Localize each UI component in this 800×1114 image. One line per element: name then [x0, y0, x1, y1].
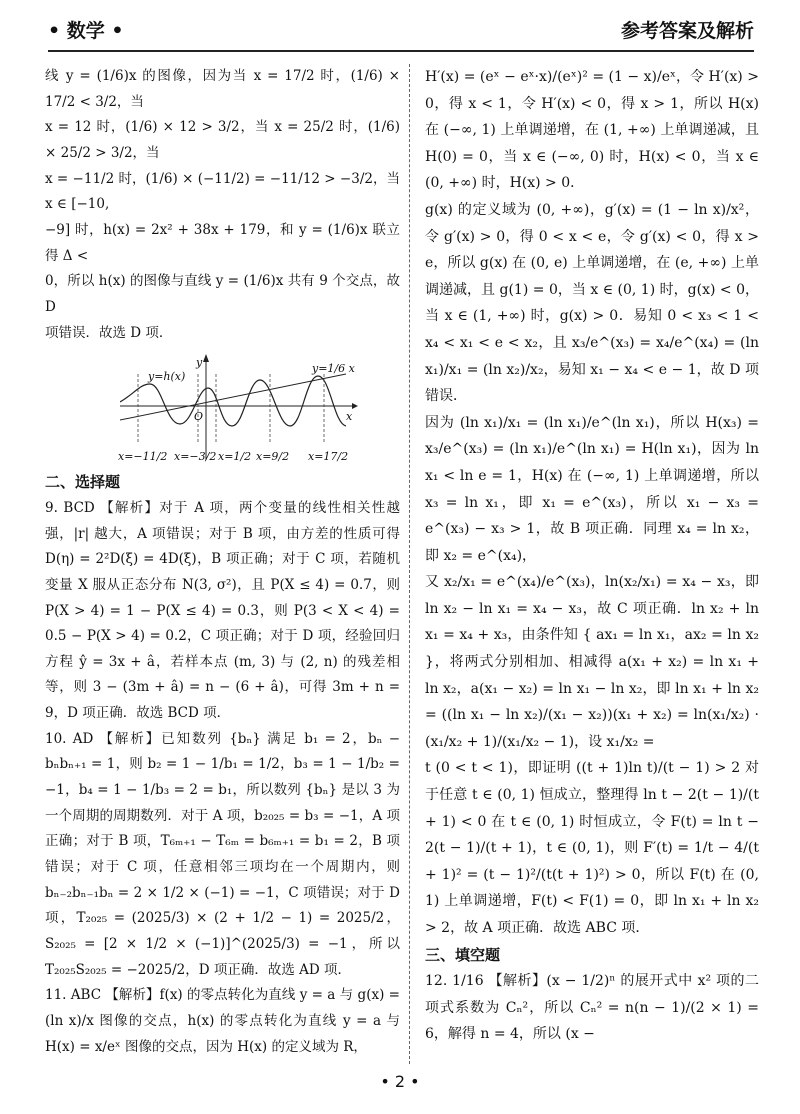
paragraph: t (0 < t < 1)，即证明 ((t + 1)ln t)/(t − 1) > 2 对于任意 t ∈ (0, 1) 恒成立，整理得 ln t − 2(t − 1)/(t + 1) < 0 在 t ∈ (0, 1) 时恒成立，令 F(t) = ln t − 2(t − 1)/(t + 1)，t ∈ (0, 1)，则 F′(t) = 1/t − 4/(t + 1)² = (t − 1)²/(t(t + 1)²) > 0，所以 F(t) 在 (0, 1) 上单调递增，F(t) < F(1) = 0，即 ln x₁ + ln x₂ > 2，故 A 项正确．故选 ABC 项．	[425, 760, 759, 936]
page-number: • 2 •	[380, 1072, 420, 1091]
line-label: y=1/6 x	[312, 362, 355, 376]
question-10: 10. AD 【解析】已知数列 {bₙ} 满足 b₁ = 2，bₙ − bₙbₙ₊₁ = 1，则 b₂ = 1 − 1/b₁ = 1/2，b₃ = 1 − 1/b₂ = −1，b₄ = 1 − 1/b₃ = 2 = b₁，所以数列 {bₙ} 是以 3 为一个周期的周期数列．对于 A 项，b₂₀₂₅ = b₃ = −1，A 项正确；对于 B 项，T₆ₘ₊₁ − T₆ₘ = b₆ₘ₊₁ = b₁ = 2，B 项错误；对于 C 项，任意相邻三项均在一个周期内，则 bₙ₋₂bₙ₋₁bₙ = 2 × 1/2 × (−1) = −1，C 项错误；对于 D 项，T₂₀₂₅ = (2025/3) × (2 + 1/2 − 1) = 2025/2，S₂₀₂₅ = [2 × 1/2 × (−1)]^(2025/3) = −1，所以 T₂₀₂₅S₂₀₂₅ = −2025/2，D 项正确．故选 AD 项．	[45, 730, 400, 978]
x-label-3: x=1/2	[218, 450, 252, 464]
right-column	[425, 64, 759, 1048]
paragraph: 项错误．故选 D 项．	[45, 324, 173, 341]
column-divider	[409, 64, 410, 1064]
header-rule	[48, 50, 754, 52]
x-label-1: x=−11/2	[118, 450, 168, 464]
document-title: 参考答案及解析	[620, 20, 754, 42]
paragraph: H′(x) = (eˣ − eˣ·x)/(eˣ)² = (1 − x)/eˣ，令 H′(x) > 0，得 x < 1，令 H′(x) < 0，得 x > 1，所以 H(x) 在 (−∞, 1) 上单调递增，在 (1, +∞) 上单调递减，且 H(0) = 0，当 x ∈ (−∞, 0) 时，H(x) < 0，当 x ∈ (0, +∞) 时，H(x) > 0．	[425, 69, 759, 192]
page-header	[0, 0, 800, 62]
paragraph: −9] 时，h(x) = 2x² + 38x + 179，和 y = (1/6)x 联立得 Δ <	[45, 221, 400, 264]
paragraph: g(x) 的定义域为 (0, +∞)，g′(x) = (1 − ln x)/x²，令 g′(x) > 0，得 0 < x < e，令 g′(x) < 0，得 x > e，所以 g(x) 在 (0, e) 上单调递增，在 (e, +∞) 上单调递减，且 g(1) = 0，当 x ∈ (0, 1) 时，g(x) < 0，当 x ∈ (1, +∞) 时，g(x) > 0．易知 0 < x₃ < 1 < x₄ < x₁ < e < x₂，且 x₃/e^(x₃) = x₄/e^(x₄) = (ln x₁)/x₁ = (ln x₂)/x₂，易知 x₁ − x₄ < e − 1，故 D 项错误．	[425, 201, 759, 405]
y-axis-label: y	[196, 356, 203, 370]
section-title: 三、填空题	[425, 945, 501, 964]
x-label-4: x=9/2	[256, 450, 290, 464]
paragraph: x = 12 时，(1/6) × 12 > 3/2，当 x = 25/2 时，(1/6) × 25/2 > 3/2，当	[45, 119, 400, 161]
paragraph: x = −11/2 时，(1/6) × (−11/2) = −11/12 > −3/2，当 x ∈ [−10,	[45, 170, 400, 213]
question-12: 12. 1/16 【解析】(x − 1/2)ⁿ 的展开式中 x² 项的二项式系数为 Cₙ²，所以 Cₙ² = n(n − 1)/(2 × 1) = 6，解得 n = 4，所以 (x −	[425, 973, 759, 1043]
x-label-5: x=17/2	[308, 450, 349, 464]
left-column	[45, 64, 400, 1060]
x-axis-arrow	[352, 403, 358, 409]
x-label-2: x=−3/2	[174, 450, 217, 464]
paragraph: 又 x₂/x₁ = e^(x₄)/e^(x₃)，ln(x₂/x₁) = x₄ − x₃，即 ln x₂ − ln x₁ = x₄ − x₃，故 C 项正确．ln x₂ + ln x₁ = x₄ + x₃，由条件知 { ax₁ = ln x₁，ax₂ = ln x₂ }，将两式分别相加、相减得 a(x₁ + x₂) = ln x₁ + ln x₂，a(x₁ − x₂) = ln x₁ − ln x₂，即 ln x₁ + ln x₂ = ((ln x₁ − ln x₂)/(x₁ − x₂))(x₁ + x₂) = ln(x₁/x₂) · (x₁/x₂ + 1)/(x₁/x₂ − 1)，设 x₁/x₂ =	[425, 574, 759, 750]
y-axis-arrow	[203, 354, 209, 362]
paragraph: 因为 (ln x₁)/x₁ = (ln x₁)/e^(ln x₁)，所以 H(x₃) = x₃/e^(x₃) = (ln x₁)/e^(ln x₁) = H(ln x₁)，因为 ln x₁ < ln e = 1，H(x) 在 (−∞, 1) 上单调递增，所以 x₃ = ln x₁，即 x₁ = e^(x₃)，所以 x₁ − x₃ = e^(x₃) − x₃ > 1，故 B 项正确．同理 x₄ = ln x₂，即 x₂ = e^(x₄)，	[425, 414, 759, 564]
curve-label: y=h(x)	[148, 370, 186, 384]
question-11: 11. ABC 【解析】f(x) 的零点转化为直线 y = a 与 g(x) = (ln x)/x 图像的交点，h(x) 的零点转化为直线 y = a 与 H(x) = x/eˣ 图像的交点，因为 H(x) 的定义域为 R，	[45, 987, 400, 1055]
function-graph	[120, 354, 360, 464]
section-title: 二、选择题	[45, 473, 121, 492]
paragraph: 0，所以 h(x) 的图像与直线 y = (1/6)x 共有 9 个交点，故 D	[45, 273, 400, 315]
subject-label: • 数学 •	[48, 20, 124, 42]
x-axis-label: x	[346, 410, 353, 424]
question-9: 9. BCD 【解析】对于 A 项，两个变量的线性相关性越强，|r| 越大，A 项错误；对于 B 项，由方差的性质可得 D(η) = 2²D(ξ) = 4D(ξ)，B 项正确；对于 C 项，若随机变量 X 服从正态分布 N(3, σ²)，且 P(X ≤ 4) = 0.7，则 P(X > 4) = 1 − P(X ≤ 4) = 0.3，则 P(3 < X < 4) = 0.5 − P(X > 4) = 0.2，C 项正确；对于 D 项，经验回归方程 ŷ = 3x + â，若样本点 (m, 3) 与 (2, n) 的残差相等，则 3 − (3m + â) = n − (6 + â)，可得 3m + n = 9，D 项正确．故选 BCD 项．	[45, 499, 400, 722]
origin-label: O	[194, 410, 204, 424]
paragraph: 线 y = (1/6)x 的图像，因为当 x = 17/2 时，(1/6) × 17/2 < 3/2，当	[45, 68, 400, 110]
